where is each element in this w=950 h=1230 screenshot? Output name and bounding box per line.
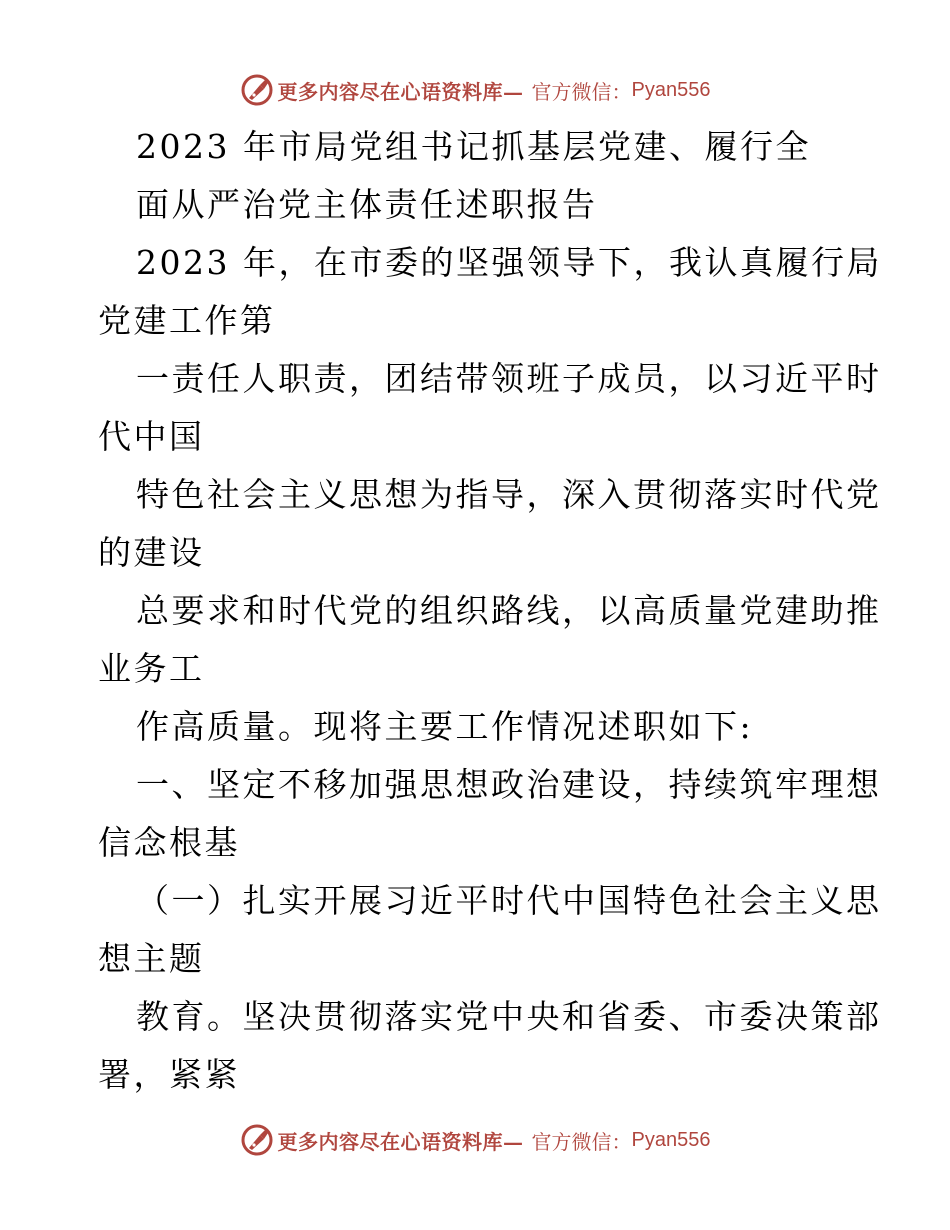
text-line: 想主题 xyxy=(98,939,205,978)
text-line: 2023 年市局党组书记抓基层党建、履行全 xyxy=(136,127,811,166)
banner-text: 更多内容尽在心语资料库— xyxy=(277,79,524,104)
text-line: 代中国 xyxy=(98,417,205,456)
text-line: 一、坚定不移加强思想政治建设，持续筑牢理想 xyxy=(136,765,882,804)
header-watermark-banner xyxy=(0,70,950,110)
text-line: 一责任人职责，团结带领班子成员，以习近平时 xyxy=(136,359,882,398)
text-line: 特色社会主义思想为指导，深入贯彻落实时代党 xyxy=(136,475,882,514)
text-line: 面从严治党主体责任述职报告 xyxy=(136,185,598,224)
banner-wechat-id: Pyan556 xyxy=(631,1128,711,1151)
banner-label: 官方微信： xyxy=(531,1129,632,1154)
text-line: 的建设 xyxy=(98,533,205,572)
banner-label: 官方微信： xyxy=(531,79,632,104)
text-line: 署，紧紧 xyxy=(98,1055,240,1094)
pen-nib-logo-icon xyxy=(240,1123,274,1157)
text-line: （一）扎实开展习近平时代中国特色社会主义思 xyxy=(136,881,882,920)
banner-wechat-id: Pyan556 xyxy=(631,78,711,101)
banner-text: 更多内容尽在心语资料库— xyxy=(277,1129,524,1154)
text-line: 作高质量。现将主要工作情况述职如下: xyxy=(136,707,754,746)
text-line: 党建工作第 xyxy=(98,301,276,340)
text-line: 业务工 xyxy=(98,649,205,688)
footer-watermark-banner xyxy=(0,1120,950,1160)
text-line: 总要求和时代党的组织路线，以高质量党建助推 xyxy=(136,591,882,630)
text-line: 2023 年，在市委的坚强领导下，我认真履行局 xyxy=(136,243,882,282)
text-line: 信念根基 xyxy=(98,823,240,862)
pen-nib-logo-icon xyxy=(240,73,274,107)
text-line: 教育。坚决贯彻落实党中央和省委、市委决策部 xyxy=(136,997,882,1036)
document-body xyxy=(98,118,882,1104)
